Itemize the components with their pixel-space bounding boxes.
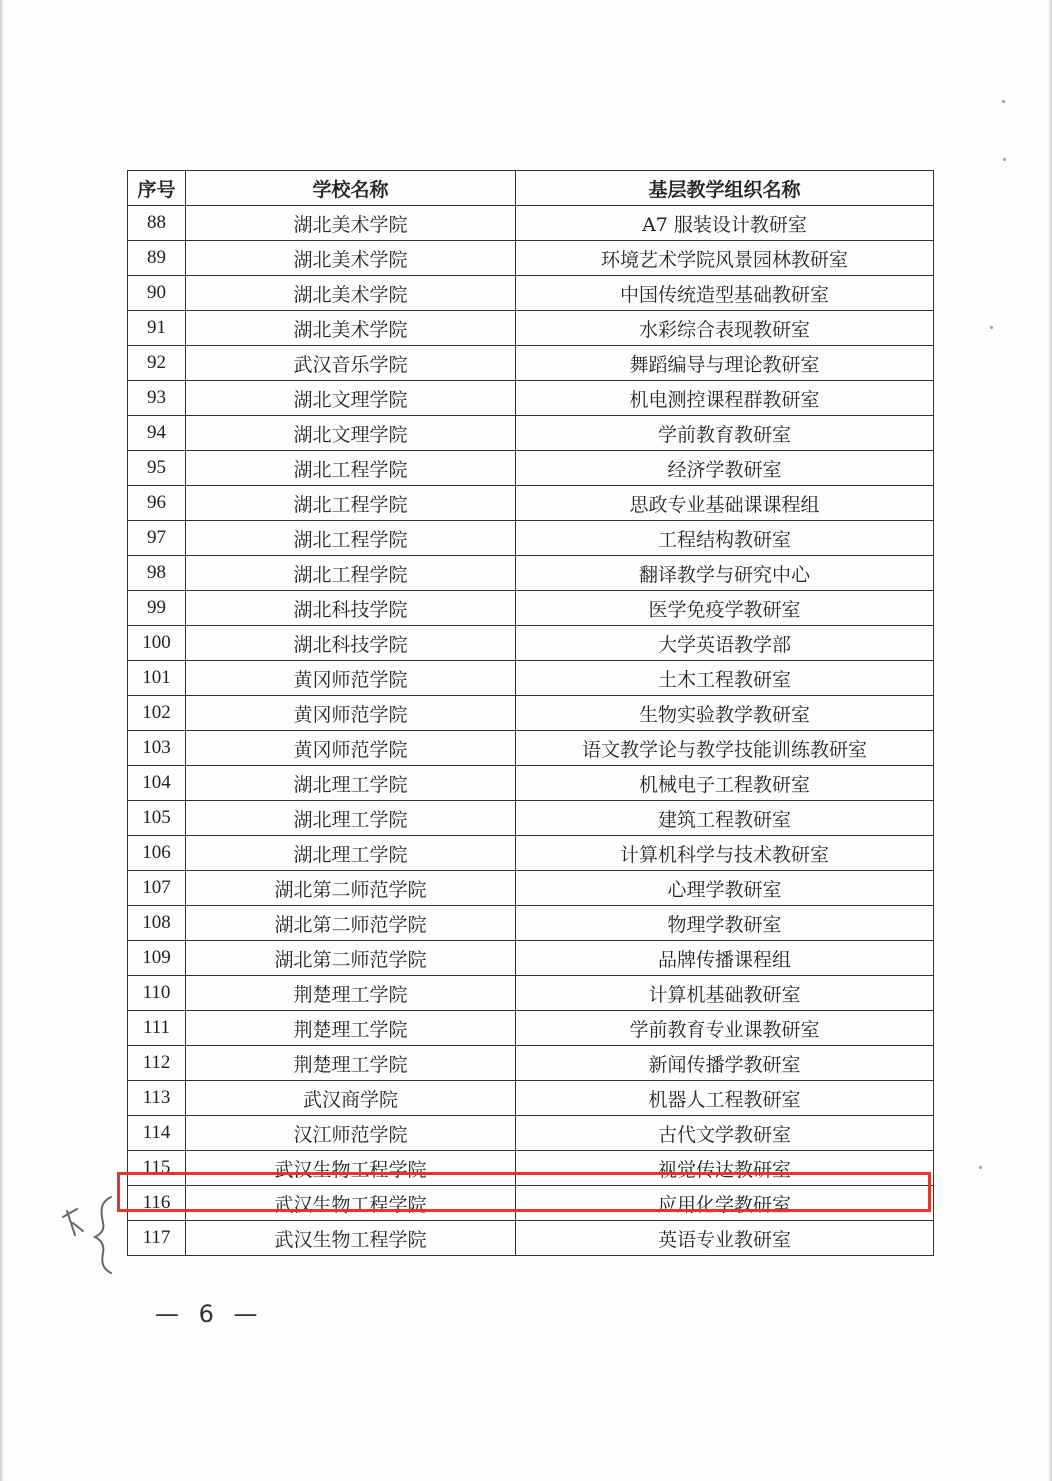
table-row [128, 556, 934, 591]
row-organization-cell: 心理学教研室 [516, 871, 934, 906]
table-row [128, 1221, 934, 1256]
scan-speck [979, 1166, 982, 1169]
table-row [128, 1011, 934, 1046]
row-number-cell: 105 [128, 801, 186, 836]
table-row [128, 311, 934, 346]
row-school-cell: 湖北文理学院 [186, 416, 516, 451]
row-organization-cell: 品牌传播课程组 [516, 941, 934, 976]
table-row [128, 941, 934, 976]
row-number-cell: 90 [128, 276, 186, 311]
table-row [128, 346, 934, 381]
table-row [128, 206, 934, 241]
row-number-cell: 110 [128, 976, 186, 1011]
table-row [128, 1046, 934, 1081]
header-school: 学校名称 [186, 171, 516, 206]
row-school-cell: 武汉商学院 [186, 1081, 516, 1116]
row-number-cell: 99 [128, 591, 186, 626]
table-row [128, 836, 934, 871]
row-school-cell: 武汉生物工程学院 [186, 1186, 516, 1221]
row-organization-cell: 学前教育专业课教研室 [516, 1011, 934, 1046]
row-school-cell: 湖北文理学院 [186, 381, 516, 416]
row-school-cell: 湖北工程学院 [186, 451, 516, 486]
row-organization-cell: 计算机科学与技术教研室 [516, 836, 934, 871]
table-row [128, 766, 934, 801]
row-school-cell: 湖北科技学院 [186, 626, 516, 661]
row-school-cell: 湖北美术学院 [186, 276, 516, 311]
row-school-cell: 湖北第二师范学院 [186, 871, 516, 906]
row-number-cell: 98 [128, 556, 186, 591]
row-school-cell: 黄冈师范学院 [186, 661, 516, 696]
row-organization-cell: 水彩综合表现教研室 [516, 311, 934, 346]
row-number-cell: 117 [128, 1221, 186, 1256]
header-number: 序号 [128, 171, 186, 206]
row-school-cell: 武汉音乐学院 [186, 346, 516, 381]
table-row [128, 976, 934, 1011]
row-organization-cell: 土木工程教研室 [516, 661, 934, 696]
row-school-cell: 黄冈师范学院 [186, 696, 516, 731]
table-row [128, 521, 934, 556]
row-number-cell: 108 [128, 906, 186, 941]
row-school-cell: 武汉生物工程学院 [186, 1221, 516, 1256]
table-row [128, 241, 934, 276]
row-organization-cell: 计算机基础教研室 [516, 976, 934, 1011]
row-number-cell: 114 [128, 1116, 186, 1151]
table-row [128, 276, 934, 311]
scan-speck [990, 326, 993, 329]
row-school-cell: 荆楚理工学院 [186, 1046, 516, 1081]
table-row [128, 416, 934, 451]
row-number-cell: 115 [128, 1151, 186, 1186]
table-row [128, 801, 934, 836]
row-organization-cell: 物理学教研室 [516, 906, 934, 941]
row-number-cell: 102 [128, 696, 186, 731]
row-number-cell: 92 [128, 346, 186, 381]
row-number-cell: 103 [128, 731, 186, 766]
row-school-cell: 湖北理工学院 [186, 836, 516, 871]
row-number-cell: 111 [128, 1011, 186, 1046]
row-number-cell: 96 [128, 486, 186, 521]
row-number-cell: 113 [128, 1081, 186, 1116]
row-school-cell: 湖北第二师范学院 [186, 941, 516, 976]
table-row [128, 1186, 934, 1221]
row-school-cell: 湖北工程学院 [186, 486, 516, 521]
row-organization-cell: 经济学教研室 [516, 451, 934, 486]
row-number-cell: 89 [128, 241, 186, 276]
page-number: — 6 — [155, 1300, 264, 1328]
row-organization-cell: 翻译教学与研究中心 [516, 556, 934, 591]
row-number-cell: 107 [128, 871, 186, 906]
row-number-cell: 97 [128, 521, 186, 556]
table-row [128, 381, 934, 416]
table-row [128, 591, 934, 626]
row-organization-cell: 大学英语教学部 [516, 626, 934, 661]
row-school-cell: 湖北美术学院 [186, 206, 516, 241]
row-school-cell: 黄冈师范学院 [186, 731, 516, 766]
row-organization-cell: 机器人工程教研室 [516, 1081, 934, 1116]
row-number-cell: 91 [128, 311, 186, 346]
page-edge-left [0, 0, 4, 1481]
row-school-cell: 湖北美术学院 [186, 311, 516, 346]
row-number-cell: 109 [128, 941, 186, 976]
row-organization-cell: 英语专业教研室 [516, 1221, 934, 1256]
row-number-cell: 101 [128, 661, 186, 696]
table-body [128, 206, 934, 1256]
row-number-cell: 112 [128, 1046, 186, 1081]
row-school-cell: 汉江师范学院 [186, 1116, 516, 1151]
handwritten-annotation [55, 1195, 115, 1275]
table-row [128, 451, 934, 486]
scan-speck [1002, 100, 1005, 103]
row-school-cell: 湖北工程学院 [186, 521, 516, 556]
page-edge-right [1048, 0, 1052, 1481]
row-organization-cell: 机电测控课程群教研室 [516, 381, 934, 416]
row-number-cell: 104 [128, 766, 186, 801]
row-organization-cell: 舞蹈编导与理论教研室 [516, 346, 934, 381]
row-school-cell: 湖北第二师范学院 [186, 906, 516, 941]
table-row [128, 661, 934, 696]
scan-speck [1003, 158, 1006, 161]
roster-table [127, 170, 934, 1256]
row-number-cell: 116 [128, 1186, 186, 1221]
row-school-cell: 荆楚理工学院 [186, 1011, 516, 1046]
table-row [128, 906, 934, 941]
row-organization-cell: 医学免疫学教研室 [516, 591, 934, 626]
row-organization-cell: 工程结构教研室 [516, 521, 934, 556]
row-school-cell: 湖北理工学院 [186, 801, 516, 836]
row-number-cell: 95 [128, 451, 186, 486]
row-organization-cell: 学前教育教研室 [516, 416, 934, 451]
table-row [128, 871, 934, 906]
row-school-cell: 荆楚理工学院 [186, 976, 516, 1011]
table-row [128, 696, 934, 731]
row-number-cell: 100 [128, 626, 186, 661]
row-organization-cell: 生物实验教学教研室 [516, 696, 934, 731]
row-school-cell: 湖北美术学院 [186, 241, 516, 276]
row-organization-cell: 视觉传达教研室 [516, 1151, 934, 1186]
row-organization-cell: A7 服装设计教研室 [516, 206, 934, 241]
row-organization-cell: 新闻传播学教研室 [516, 1046, 934, 1081]
row-school-cell: 湖北科技学院 [186, 591, 516, 626]
row-organization-cell: 思政专业基础课课程组 [516, 486, 934, 521]
table-header-row [128, 171, 934, 206]
row-organization-cell: 机械电子工程教研室 [516, 766, 934, 801]
table-row [128, 626, 934, 661]
row-number-cell: 106 [128, 836, 186, 871]
row-school-cell: 湖北理工学院 [186, 766, 516, 801]
row-school-cell: 武汉生物工程学院 [186, 1151, 516, 1186]
row-organization-cell: 环境艺术学院风景园林教研室 [516, 241, 934, 276]
row-organization-cell: 古代文学教研室 [516, 1116, 934, 1151]
row-number-cell: 93 [128, 381, 186, 416]
table-row [128, 486, 934, 521]
table-row [128, 1116, 934, 1151]
row-organization-cell: 建筑工程教研室 [516, 801, 934, 836]
table-row [128, 731, 934, 766]
row-organization-cell: 中国传统造型基础教研室 [516, 276, 934, 311]
row-organization-cell: 应用化学教研室 [516, 1186, 934, 1221]
table-row [128, 1151, 934, 1186]
row-school-cell: 湖北工程学院 [186, 556, 516, 591]
row-organization-cell: 语文教学论与教学技能训练教研室 [516, 731, 934, 766]
table-row [128, 1081, 934, 1116]
row-number-cell: 88 [128, 206, 186, 241]
header-organization: 基层教学组织名称 [516, 171, 934, 206]
row-number-cell: 94 [128, 416, 186, 451]
